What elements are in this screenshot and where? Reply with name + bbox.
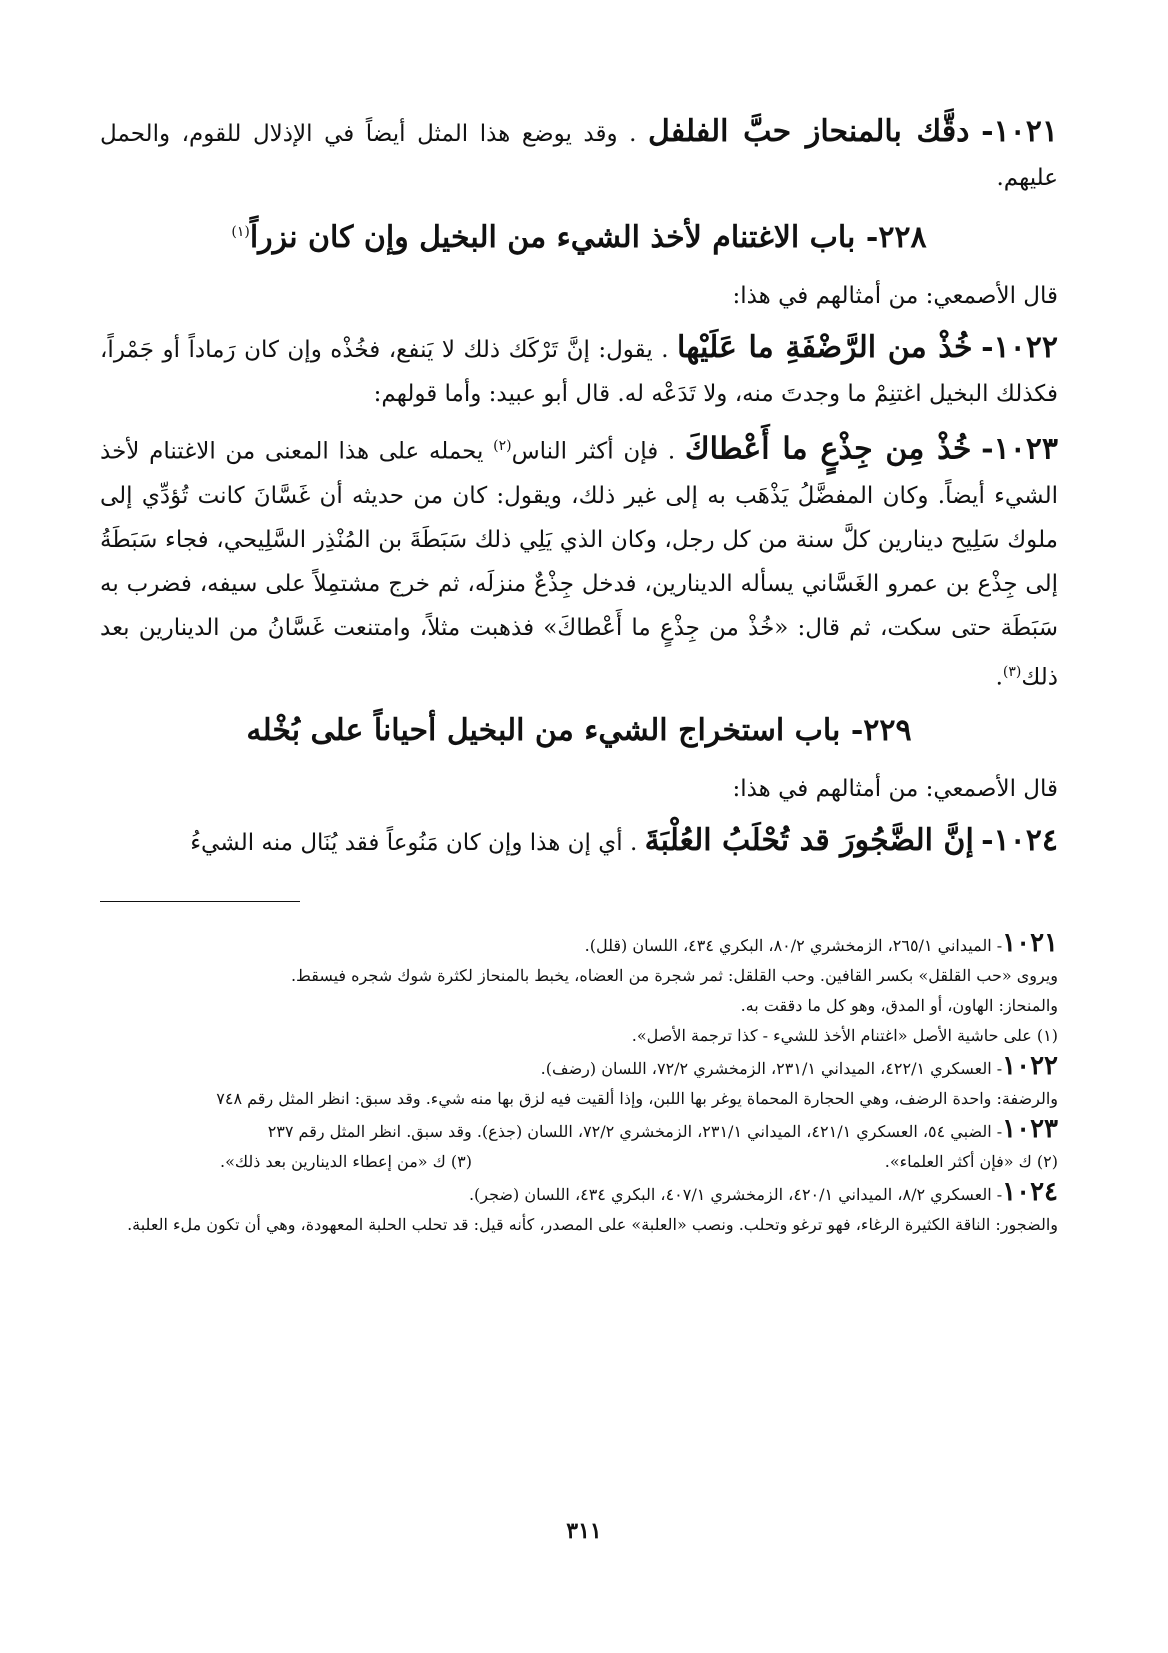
footnote-1022: [100, 1051, 1058, 1084]
footnotes: [100, 928, 1058, 1240]
proverb-1021: [100, 110, 1058, 200]
proverb-number: ١٠٢١-: [981, 114, 1058, 149]
footnote-row-2-3: [100, 1147, 1058, 1177]
footnote-1021: [100, 928, 1058, 961]
proverb-text: . يقول: إنَّ تَرْكَك ذلك لا يَنفع، فخُذْه وإن كان رَماداً أو جَمْراً، فكذلك البخيل اغتنِمْ ما وجدتَ منه، ولا تَدَعْه له. قال أبو عبيد: وأما قولهم:: [100, 337, 1058, 407]
proverb-headword: خُذْ مِن جِذْعٍ ما أَعْطاكَ: [684, 431, 972, 467]
proverb-text: . أي إن هذا وإن كان مَنُوعاً فقد يُنَال منه الشيءُ: [190, 830, 638, 857]
proverb-1024: [100, 819, 1058, 865]
proverb-text-continued: يحمله على هذا المعنى من الاغتنام لأخذ الشيء أيضاً. وكان المفضَّلُ يَذْهَب به إلى غير ذلك، ويقول: كان من حديثه أن غَسَّانَ كانت تُؤدِّي إلى ملوك سَلِيح دينارين كلَّ سنة من كل رجل، وكان الذي يَلِي ذلك سَبَطَةَ بن المُنْذِر السَّلِيحي، فجاء سَبَطَةُ إلى جِذْع بن عمرو الغَسَّاني يسأله الدينارين، فدخل جِذْعٌ منزلَه، ثم خرج مشتمِلاً على سيفه، فضرب به سَبَطَة حتى سكت، ثم قال: «خُذْ من جِذْعٍ ما أَعْطاكَ» فذهبت مثلاً، وامتنعت غَسَّانُ من الدينارين بعد ذلك: [100, 438, 1058, 691]
proverb-headword: دقَّك بالمنحاز حبَّ الفلفل: [648, 114, 970, 149]
proverb-number: ١٠٢٤-: [981, 823, 1058, 859]
chapter-heading-229: [100, 707, 1058, 755]
proverb-1022: [100, 326, 1058, 416]
footnote-1023: [100, 1114, 1058, 1147]
footnote-ref: (٣): [1002, 663, 1022, 680]
chapter-title: ٢٢٨- باب الاغتنام لأخذ الشيء من البخيل وإن كان نزراً: [249, 220, 927, 255]
proverb-text: . وقد يوضع هذا المثل أيضاً في الإذلال للقوم، والحمل عليهم.: [100, 121, 1058, 191]
page-number: ٣١١: [566, 1518, 602, 1544]
footnote-text: - الميداني ٢٦٥/١، الزمخشري ٨٠/٢، البكري ٤٣٤، اللسان (قلل).: [584, 936, 1003, 956]
proverb-number: ١٠٢٢-: [981, 330, 1058, 365]
chapter-heading-228: [100, 208, 1058, 262]
intro-229: قال الأصمعي: من أمثالهم في هذا:: [732, 776, 1058, 803]
proverb-text: . فإن أكثر الناس: [511, 438, 676, 465]
proverb-number: ١٠٢٣-: [981, 431, 1059, 467]
footnote-number: ١٠٢١: [1002, 928, 1058, 959]
footnote-1: (١) على حاشية الأصل «اغتنام الأخذ للشيء - كذا ترجمة الأصل».: [631, 1026, 1058, 1046]
footnote-1024: [100, 1177, 1058, 1210]
footnote-number: ١٠٢٤: [1002, 1177, 1058, 1208]
chapter-title: ٢٢٩- باب استخراج الشيء من البخيل أحياناً على بُخْله: [246, 713, 912, 749]
intro-228: قال الأصمعي: من أمثالهم في هذا:: [732, 283, 1058, 309]
footnote-separator: [100, 901, 300, 902]
footnote-1021-note: ويروى «حب القلقل» بكسر القافين. وحب القلقل: ثمر شجرة من العضاه، يخبط بالمنحاز لكثرة شوك شجره فيسقط.: [290, 966, 1058, 986]
footnote-number: ١٠٢٢: [1002, 1051, 1058, 1082]
footnote-number: ١٠٢٣: [1002, 1114, 1058, 1145]
proverb-headword: إنَّ الضَّجُورَ قد تُحْلَبُ العُلْبَةَ: [644, 823, 974, 859]
proverb-1023: [100, 424, 1058, 699]
footnote-ref: (٢): [493, 438, 512, 454]
footnote-1022-note: والرضفة: واحدة الرضف، وهي الحجارة المحماة يوغر بها اللبن، وإذا ألقيت فيه لزق بها منه شيء. وقد سبق: انظر المثل رقم ٧٤٨: [216, 1089, 1058, 1109]
proverb-text-end: .: [995, 664, 1003, 691]
footnote-ref: (١): [231, 224, 250, 240]
footnote-1021-note: والمنحاز: الهاون، أو المدق، وهو كل ما دققت به.: [740, 996, 1058, 1016]
footnote-text: - الضبي ٥٤، العسكري ٤٢١/١، الميداني ٢٣١/١، الزمخشري ٧٢/٢، اللسان (جذع). وقد سبق. انظر المثل رقم ٢٣٧: [267, 1122, 1003, 1142]
proverb-headword: خُذْ من الرَّضْفَةِ ما عَلَيْها: [677, 330, 973, 365]
footnote-text: - العسكري ٨/٢، الميداني ٤٢٠/١، الزمخشري ٤٠٧/١، البكري ٤٣٤، اللسان (ضجر).: [468, 1185, 1003, 1205]
footnote-2: (٢) ك «فإن أكثر العلماء».: [884, 1152, 1058, 1172]
footnote-text: - العسكري ٤٢٢/١، الميداني ٢٣١/١، الزمخشري ٧٢/٢، اللسان (رضف).: [540, 1059, 1003, 1079]
footnote-1024-note: والضجور: الناقة الكثيرة الرغاء، فهو ترغو وتحلب. ونصب «العلبة» على المصدر، كأنه قيل: قد تحلب الحلبة المعهودة، وهي أن تكون ملء العلبة.: [127, 1215, 1058, 1235]
footnote-3: (٣) ك «من إعطاء الدينارين بعد ذلك».: [220, 1152, 473, 1172]
